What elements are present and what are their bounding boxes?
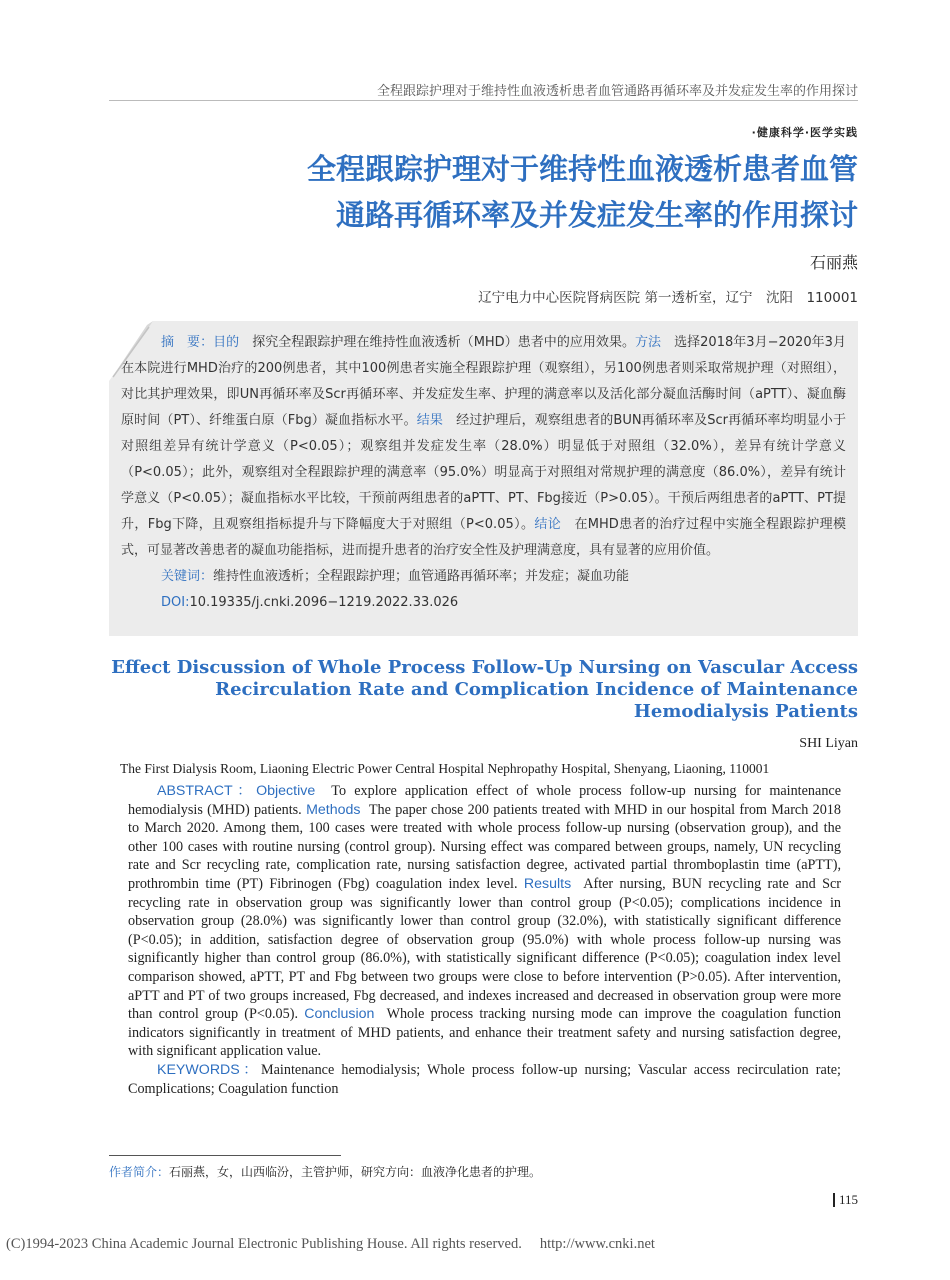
english-author: SHI Liyan xyxy=(799,736,858,751)
copyright-text: (C)1994-2023 China Academic Journal Electronic Publishing House. All rights reserved. xyxy=(6,1236,522,1252)
conclusion-text: 在MHD患者的治疗过程中实施全程跟踪护理模式，可显著改善患者的凝血功能指标，进而提升患者的治疗安全性及护理满意度，具有显著的应用价值。 xyxy=(121,517,846,558)
chinese-affiliation: 辽宁电力中心医院肾病医院 第一透析室，辽宁 沈阳 110001 xyxy=(478,290,858,306)
footnote-label: 作者简介： xyxy=(109,1165,170,1179)
page-curl-icon xyxy=(109,321,153,381)
english-title xyxy=(98,657,858,723)
english-conclusion-text: Whole process tracking nursing mode can improve the coagulation function indicators significantly in treatment of MHD patients, and enhance their treatment safety and nursing satisfaction degree, with significant application value. xyxy=(128,1006,842,1060)
cnki-url[interactable]: http://www.cnki.net xyxy=(539,1236,655,1252)
doi xyxy=(121,590,846,616)
objective-text: 探究全程跟踪护理在维持性血液透析（MHD）患者中的应用效果。 xyxy=(252,335,635,350)
english-keywords-label: KEYWORDS： xyxy=(157,1061,262,1078)
chinese-title-line-2: 通路再循环率及并发症发生率的作用探讨 xyxy=(335,198,858,232)
author-footnote xyxy=(109,1163,541,1180)
footnote-rule xyxy=(109,1155,341,1156)
english-keywords xyxy=(128,1061,841,1098)
chinese-keywords xyxy=(121,564,846,590)
english-conclusion-label: Conclusion xyxy=(304,1006,375,1023)
chinese-abstract xyxy=(121,330,846,564)
english-methods-label: Methods xyxy=(306,801,361,818)
english-objective-label: Objective xyxy=(256,783,316,799)
page-number: 115 xyxy=(833,1193,858,1207)
english-abstract-body xyxy=(128,782,841,1061)
english-abstract xyxy=(128,782,841,1098)
results-text: 经过护理后，观察组患者的BUN再循环率及Scr再循环率均明显小于对照组差异有统计学意义（P<0.05）；观察组并发症发生率（28.0%）明显低于对照组（32.0%），差异有统计学意义（P<0.05）；此外，观察组对全程跟踪护理的满意率（95.0%）明显高于对照组对常规护理的满意度（86.0%），差异有统计学意义（P<0.05）；凝血指标水平比较，干预前两组患者的aPTT、PT、Fbg接近（P>0.05）。干预后两组患者的aPTT、PT提升，Fbg下降，且观察组指标提升与下降幅度大于对照组（P<0.05）。 xyxy=(121,413,846,532)
abstract-label: 摘 要： xyxy=(161,335,214,350)
english-title-line-2: Recirculation Rate and Complication Incidence of Maintenance xyxy=(215,679,858,700)
english-results-label: Results xyxy=(523,875,572,892)
running-head-rule xyxy=(109,100,858,101)
footnote-text: 石丽燕，女，山西临汾，主管护师，研究方向：血液净化患者的护理。 xyxy=(169,1165,542,1179)
results-label: 结果 xyxy=(416,413,443,428)
doi-label: DOI: xyxy=(161,595,190,610)
english-objective-text: To explore application effect of whole process follow-up nursing for maintenance hemodialysis (MHD) patients. xyxy=(128,783,842,818)
keywords-label: 关键词： xyxy=(161,569,214,584)
english-abstract-label: ABSTRACT： xyxy=(157,783,257,799)
chinese-title xyxy=(138,146,858,238)
english-title-line-1: Effect Discussion of Whole Process Follow-Up Nursing on Vascular Access xyxy=(111,657,858,678)
english-results-text: After nursing, BUN recycling rate and Scr recycling rate in observation group was significantly lower than control group (P<0.05); complications incidence in observation group (28.0%) was significantly lower than control group (32.0%), with statistically significant difference (P<0.05); in addition, satisfaction degree of observation group (95.0%) with whole process follow-up nursing was significantly higher than control group (86.0%), with statistically significant difference (P<0.05); coagulation index level comparison showed, aPTT, PT and Fbg between two groups were close to before intervention (P>0.05). After intervention, aPTT and PT of two groups increased, Fbg decreased, and indexes increased and decreased in observation group were more than control group (P<0.05). xyxy=(128,875,841,1023)
keywords-text: 维持性血液透析；全程跟踪护理；血管通路再循环率；并发症；凝血功能 xyxy=(213,569,630,584)
chinese-abstract-box xyxy=(109,321,858,636)
methods-text: 选择2018年3月−2020年3月在本院进行MHD治疗的200例患者，其中100例患者实施全程跟踪护理（观察组），另100例患者则采取常规护理（对照组），对比其护理效果，即UN再循环率及Scr再循环率、并发症发生率、护理的满意率以及活化部分凝血活酶时间（aPTT）、凝血酶原时间（PT）、纤维蛋白原（Fbg）凝血指标水平。 xyxy=(121,335,846,428)
section-tag: ·健康科学·医学实践 xyxy=(751,126,858,139)
english-methods-text: The paper chose 200 patients treated with MHD in our hospital from March 2018 to March 2020. Among them, 100 cases were treated with whole process follow-up nursing (observation group), and the other 100 cases with routine nursing (control group). Nursing effect was compared between groups, namely, UN recycling rate and Scr recycling rate, complication rate, nursing satisfaction degree, activated partial thromboplastin time (aPTT), prothrombin time (PT) Fibrinogen (Fbg) coagulation index level. xyxy=(128,801,841,892)
chinese-title-line-1: 全程跟踪护理对于维持性血液透析患者血管 xyxy=(306,152,858,186)
english-title-line-3: Hemodialysis Patients xyxy=(633,701,858,722)
running-head: 全程跟踪护理对于维持性血液透析患者血管通路再循环率及并发症发生率的作用探讨 xyxy=(376,84,858,99)
english-affiliation: The First Dialysis Room, Liaoning Electric Power Central Hospital Nephropathy Hospital, Shenyang, Liaoning, 110001 xyxy=(120,761,770,776)
copyright-footer xyxy=(6,1236,950,1253)
conclusion-label: 结论 xyxy=(534,517,562,532)
doi-text: 10.19335/j.cnki.2096−1219.2022.33.026 xyxy=(189,595,459,610)
objective-label: 目的 xyxy=(213,335,240,350)
chinese-author: 石丽燕 xyxy=(809,253,858,272)
english-keywords-text: Maintenance hemodialysis; Whole process follow-up nursing; Vascular access recirculation rate; Complications; Coagulation function xyxy=(128,1061,841,1097)
methods-label: 方法 xyxy=(635,335,662,350)
